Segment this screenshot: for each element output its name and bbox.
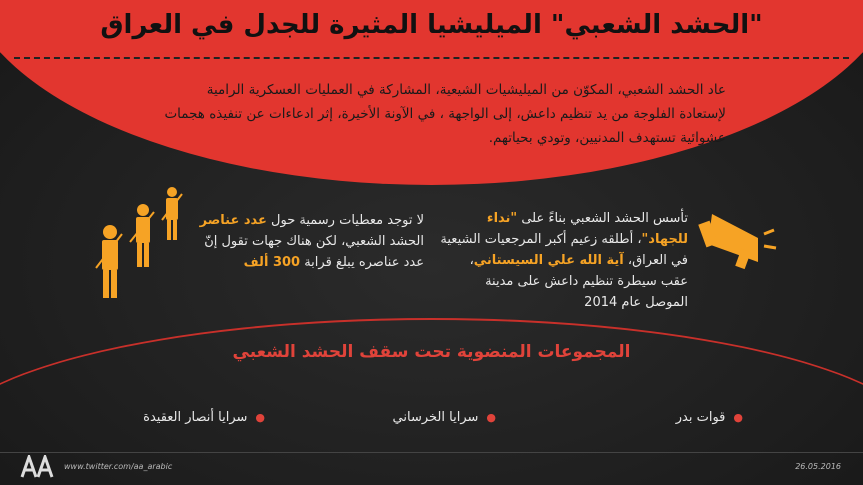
megaphone-icon [698,204,778,274]
twitter-link[interactable]: www.twitter.com/aa_arabic [64,462,173,471]
founding-paragraph [440,208,688,313]
members-highlight-number: 300 ألف [243,255,301,270]
bullet-icon: ● [255,411,265,424]
members-text-1: لا توجد معطيات رسمية حول [266,213,424,228]
bullet-icon: ● [486,411,496,424]
group-label: سرايا الخرساني [392,410,479,425]
dashed-divider [14,57,849,59]
intro-paragraph: عاد الحشد الشعبي، المكوّن من الميليشيات الشيعية، المشاركة في العمليات العسكرية الرامية لإستعادة الفلوجة من يد تنظيم داعش، إلى الواجهة ، في الآونة الأخيرة، إثر ادعاءات عن تنفيذه هجمات عشوائية تستهدف المدنيين، وتودي بحياتهم. [164,82,726,146]
founding-text-2: ، أطلقه زعيم أكبر المرجعيات الشيعية في العراق، [440,232,688,268]
bullet-icon: ● [733,411,743,424]
aa-logo-icon [20,455,54,479]
members-text-2: الحشد الشعبي، لكن هناك جهات تقول إنّ عدد عناصره يبلغ قرابة [204,234,424,270]
group-item-badr [676,410,743,425]
group-item-ansar-aqeeda [143,410,265,425]
fighters-icon [90,180,190,300]
group-item-khorasani [393,410,496,425]
publish-date: 26.05.2016 [795,462,841,471]
group-label: سرايا أنصار العقيدة [143,410,248,425]
founding-text-1: تأسس الحشد الشعبي بناءً على [517,211,688,226]
page-title: "الحشد الشعبي" الميليشيا المثيرة للجدل في العراق [100,10,763,40]
members-paragraph [196,210,424,273]
founding-highlight-call: "نداء للجهاد" [486,211,688,247]
footer-divider [0,452,863,453]
founding-highlight-sistani: آية الله علي السيستاني [473,253,624,268]
members-highlight-count: عدد عناصر [199,213,267,228]
group-label: قوات بدر [675,410,726,425]
groups-title: المجموعات المنضوية تحت سقف الحشد الشعبي [232,342,631,362]
founding-text-3: ، عقب سيطرة تنظيم داعش على مدينة الموصل عام 2014 [469,253,688,310]
